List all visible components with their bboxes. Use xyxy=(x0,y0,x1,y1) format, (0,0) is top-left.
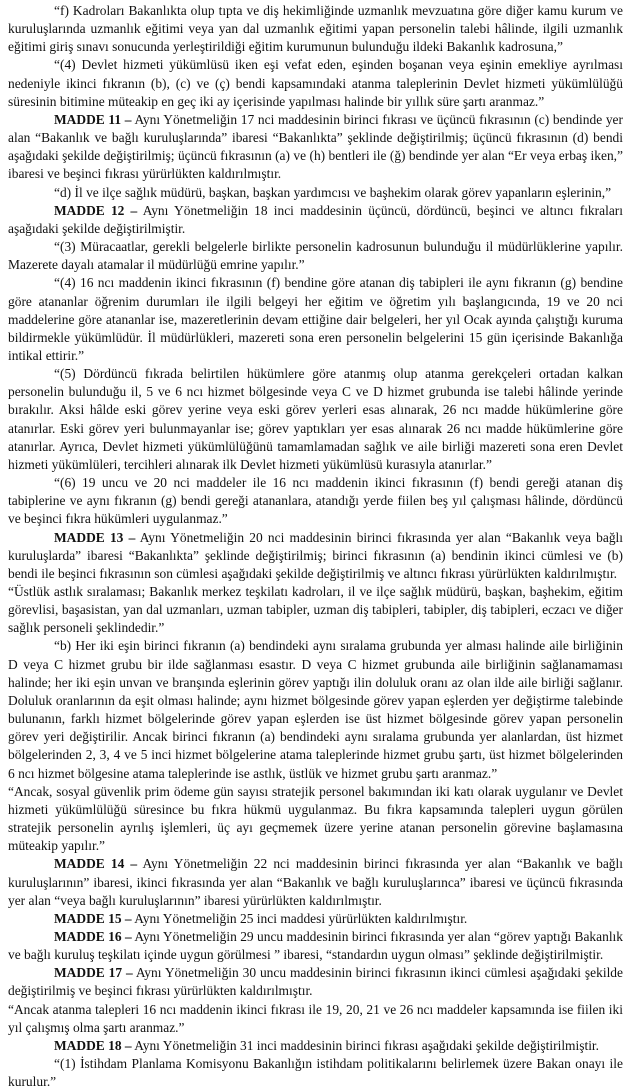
paragraph-text: Aynı Yönetmeliğin 20 nci maddesinin birinci fıkrasında yer alan “Bakanlık veya bağlı kuruluşlarda” ibaresi “Bakanlıkta” şeklinde değiştirilmiş; birinci fıkrasının (a) bendinin ikinci cümlesi ve (b) bendi ile beşinci fıkrasının son cümlesi aşağıdaki şekilde değiştirilmiş ve altıncı fıkrası yürürlükten kaldırılmıştır. xyxy=(8,529,624,581)
paragraph xyxy=(8,184,623,202)
article-paragraph xyxy=(8,855,623,909)
article-paragraph xyxy=(8,964,623,1000)
article-heading: MADDE 18 – xyxy=(54,1037,132,1053)
paragraph xyxy=(8,637,623,782)
article-paragraph xyxy=(8,1037,623,1055)
article-heading: MADDE 13 – xyxy=(54,529,136,545)
paragraph-text: Aynı Yönetmeliğin 22 nci maddesinin birinci fıkrasında yer alan “Bakanlık ve bağlı kuruluşlarının” ibaresi, ikinci fıkrasında yer alan “Bakanlık ve bağlı kuruluşlarınca” ibaresi ve üçüncü fıkrasında yer alan “veya bağlı kuruluşlarının” ibaresi yürürlükten kaldırılmıştır. xyxy=(8,856,623,908)
paragraph-text: “(1) İstihdam Planlama Komisyonu Bakanlığın istihdam politikalarını belirlemek üzere Bakan onayı ile kurulur.” xyxy=(8,1056,623,1090)
article-paragraph xyxy=(8,529,623,583)
paragraph-text: “Üstlük astlık sıralaması; Bakanlık merkez teşkilatı kadroları, il ve ilçe sağlık müdürü, başkan, başhekim, eğitim görevlisi, başasistan, yan dal uzmanları, uzman tabipler, uzman diş tabipleri, tabipler, diş tabipleri, eczacı ve diğer sağlık personeli şeklindedir.” xyxy=(8,584,623,636)
paragraph xyxy=(8,1055,623,1091)
paragraph-text: “(5) Dördüncü fıkrada belirtilen hükümlere göre atanmış olup atanma gerekçeleri ortadan kalkan personelin bulunduğu il, 5 ve 6 ncı hizmet bölgesinde veya C ve D hizmet grubunda ise talebi hâlinde yerinde bırakılır. Aksi hâlde eski görev yerine veya eski görev yerleri esas alınarak, 26 ncı madde hükümlerine göre atanırlar. Eski görev yeri bulunmayanlar ise; görev yaptıkları yer esas alınarak 26 ncı madde hükümlerine göre atanırlar. Ayrıca, Devlet hizmeti yükümlülüğünü tamamlamadan sağlık ve aile birliği mazereti sona eren Devlet hizmeti yükümlüleri, tercihleri alınarak ilk Devlet hizmeti yükümlüsü kurasıyla atanırlar.” xyxy=(8,366,623,472)
article-paragraph xyxy=(8,111,623,184)
paragraph xyxy=(8,783,623,856)
paragraph xyxy=(8,238,623,274)
paragraph xyxy=(8,583,623,637)
paragraph-text: Aynı Yönetmeliğin 29 uncu maddesinin birinci fıkrasında yer alan “görev yaptığı Bakanlık ve bağlı kuruluş teşkilatı içinde uygun görülmesi ” ibaresi, “standardın uygun olması” şeklinde değiştirilmiştir. xyxy=(8,928,624,963)
paragraph-text: Aynı Yönetmeliğin 25 inci maddesi yürürlükten kaldırılmıştır. xyxy=(131,910,468,926)
article-heading: MADDE 12 – xyxy=(54,202,138,218)
paragraph xyxy=(8,2,623,56)
paragraph-text: “(4) Devlet hizmeti yükümlüsü iken eşi vefat eden, eşinden boşanan veya eşinin emekliye ayrılması nedeniyle ikinci fıkranın (b), (c) ve (ç) bendi kapsamındaki atanma taleplerinin Devlet hizmeti yükümlülüğü süresinin bitimine müteakip en geç iki ay içerisinde yapılması halinde bir yıllık süre şartı aranmaz.” xyxy=(8,57,623,109)
paragraph xyxy=(8,56,623,110)
article-heading: MADDE 11 – xyxy=(54,111,132,127)
paragraph-text: “(4) 16 ncı maddenin ikinci fıkrasının (f) bendine göre atanan diş tabipleri ile aynı fıkranın (g) bendine göre atananlar öğrenim durumları ile ilgili belgeyi her eğitim ve öğretim yılı başlangıcında, 19 ve 20 nci maddelerine göre atananlar ise, mazeretlerinin devam ettiğine dair belgeleri, her yıl Ocak ayında çalıştığı kuruma bildirmekle yükümlüdür. İl müdürlükleri, mazereti sona eren personelin belgelerini 15 gün içerisinde Bakanlığa intikal ettirir.” xyxy=(8,275,623,363)
paragraph-text: Aynı Yönetmeliğin 18 inci maddesinin üçüncü, dördüncü, beşinci ve altıncı fıkraları aşağıdaki şekilde değiştirilmiştir. xyxy=(8,202,623,236)
paragraph xyxy=(8,274,623,365)
paragraph-text: “d) İl ve ilçe sağlık müdürü, başkan, başkan yardımcısı ve başhekim olarak görev yapanların eşlerinin,” xyxy=(54,184,612,200)
paragraph-text: Aynı Yönetmeliğin 17 nci maddesinin birinci fıkrası ve üçüncü fıkrasının (c) bendinde yer alan “Bakanlık ve bağlı kuruluşlarında” ibaresi “Bakanlıkta” şeklinde değiştirilmiş; üçüncü fıkrasının (d) bendi aşağıdaki şekilde değiştirilmiş; üçüncü fıkrasının (a) ve (h) bentleri ile (ğ) bendinde yer alan “Er veya erbaş iken,” ibaresi ve beşinci fıkrası yürürlükten kaldırılmıştır. xyxy=(8,111,623,182)
paragraph-text: Aynı Yönetmeliğin 31 inci maddesinin birinci fıkrası aşağıdaki şekilde değiştirilmiştir. xyxy=(131,1037,600,1053)
article-paragraph xyxy=(8,202,623,238)
article-heading: MADDE 14 – xyxy=(54,856,138,872)
paragraph-text: “f) Kadroları Bakanlıkta olup tıpta ve diş hekimliğinde uzmanlık mevzuatına göre diğer kamu kurum ve kuruluşlarında uzmanlık eğitimi veya yan dal uzmanlık eğitimi yapan personelin talebi hâlinde, ilgili uzmanlık eğitimi giriş sınavı sonucunda yerleştirildiği eğitim kurumunun bulunduğu ildeki Bakanlık kadrosuna,” xyxy=(8,3,623,55)
paragraph-text: Aynı Yönetmeliğin 30 uncu maddesinin birinci fıkrasının ikinci cümlesi aşağıdaki şekilde değiştirilmiş ve beşinci fıkrası yürürlükten kaldırılmıştır. xyxy=(8,965,623,999)
paragraph xyxy=(8,1001,623,1037)
article-heading: MADDE 16 – xyxy=(54,928,132,944)
paragraph-text: “Ancak, sosyal güvenlik prim ödeme gün sayısı stratejik personel bakımından iki katı olarak uygulanır ve Devlet hizmeti yükümlülüğü süresince bu fıkra hükmü uygulanmaz. Bu fıkra kapsamında talepleri uygun görülen stratejik personelin ayrılış işlemleri, üç ayı geçmemek üzere yerine atanan personelin görevine başlamasına müteakip yapılır.” xyxy=(8,783,623,854)
paragraph-text: “b) Her iki eşin birinci fıkranın (a) bendindeki aynı sıralama grubunda yer alması halinde aile birliğinin D veya C hizmet grubu bir ilde sağlanması esastır. D veya C hizmet grubunda aile birliğinin sağlanamaması halinde; her iki eşin unvan ve branşında eşlerinin görev yaptığı ilin doluluk oranı az olan ilde aile birliği sağlanır. Doluluk oranlarının da eşit olması halinde; aynı hizmet bölgesinde görev yapan eşlerden yer değiştirme talebinde bulunanın, farklı hizmet bölgelerinde görev yapan eşlerden ise üst hizmet bölgesinde görev yapan personelin görev yeri değiştirilir. Ancak birinci fıkranın (a) bendindeki aynı sıralama grubunda yer alanlardan, üst hizmet bölgelerinden 2, 3, 4 ve 5 inci hizmet bölgelerine atama taleplerinde hizmet grubu şartı, üst hizmet bölgelerinden 6 ncı hizmet bölgesine atama taleplerinde ise astlık, üstlük ve hizmet grubu şartı aranmaz.” xyxy=(8,638,623,781)
article-heading: MADDE 15 – xyxy=(54,910,132,926)
paragraph xyxy=(8,474,623,528)
paragraph-text: “(3) Müracaatlar, gerekli belgelerle birlikte personelin kadrosunun bulunduğu il müdürlüklerine yapılır. Mazerete dayalı atamalar il müdürlüğü emrine yapılır.” xyxy=(8,239,623,273)
paragraph-text: “Ancak atanma talepleri 16 ncı maddenin ikinci fıkrası ile 19, 20, 21 ve 26 ncı maddeler kapsamında ise fiilen iki yıl çalışmış olma şartı aranmaz.” xyxy=(8,1001,623,1035)
paragraph-text: “(6) 19 uncu ve 20 nci maddeler ile 16 ncı maddenin ikinci fıkrasının (f) bendi gereği atanan diş tabiplerine ve aynı fıkranın (g) bendi gereği atananlara, atandığı yerde fiilen beş yıl çalışması hâlinde, dördüncü ve beşinci fıkra hükümleri uygulanmaz.” xyxy=(8,475,623,527)
article-paragraph xyxy=(8,910,623,928)
article-paragraph xyxy=(8,928,623,964)
article-heading: MADDE 17 – xyxy=(54,965,133,981)
paragraph xyxy=(8,365,623,474)
